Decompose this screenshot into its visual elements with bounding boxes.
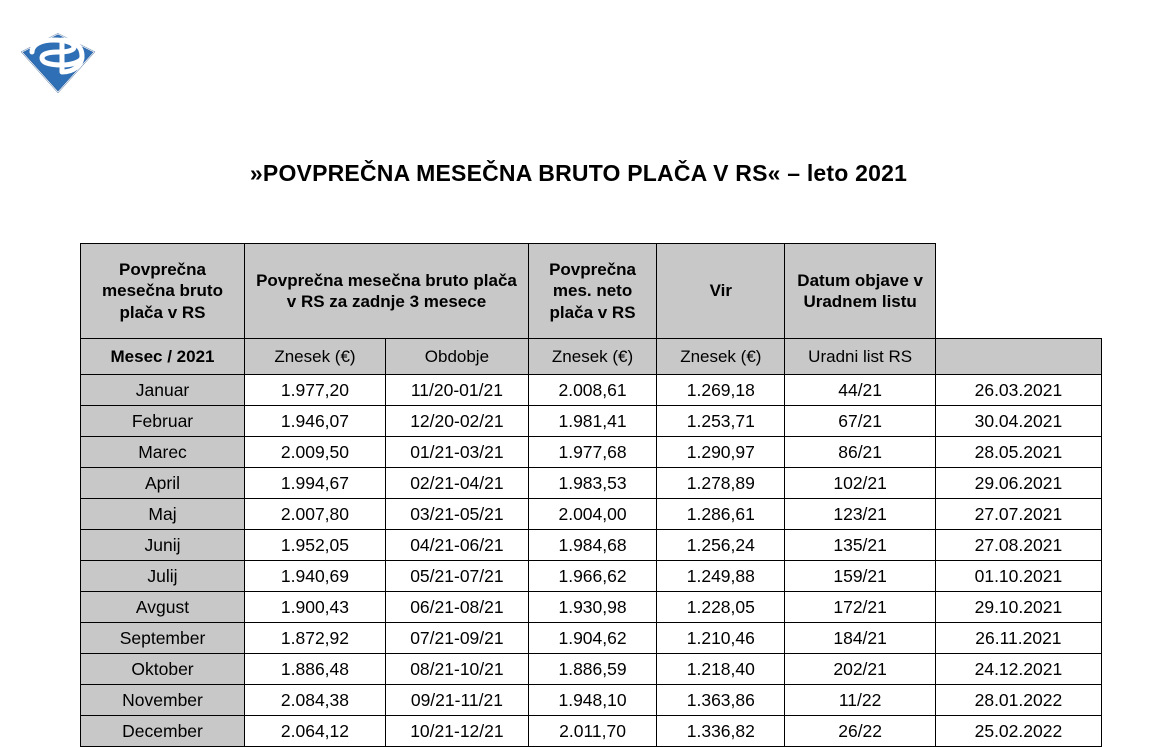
- cell-net: 1.269,18: [657, 375, 785, 406]
- cell-gross3: 1.983,53: [528, 468, 656, 499]
- cell-month: Marec: [81, 437, 245, 468]
- cell-gross: 1.886,48: [245, 654, 386, 685]
- cell-net: 1.286,61: [657, 499, 785, 530]
- cell-net: 1.218,40: [657, 654, 785, 685]
- cell-published: 29.06.2021: [935, 468, 1101, 499]
- sub-header-official-gazette: Uradni list RS: [785, 339, 935, 375]
- table-row: [81, 654, 1102, 685]
- table-row: [81, 437, 1102, 468]
- cell-month: Oktober: [81, 654, 245, 685]
- cell-published: 27.07.2021: [935, 499, 1101, 530]
- cell-source: 102/21: [785, 468, 935, 499]
- cell-net: 1.290,97: [657, 437, 785, 468]
- cell-published: 24.12.2021: [935, 654, 1101, 685]
- cell-month: Februar: [81, 406, 245, 437]
- cell-net: 1.336,82: [657, 716, 785, 747]
- table-row: [81, 468, 1102, 499]
- cell-period: 11/20-01/21: [385, 375, 528, 406]
- group-header-gross-3months: Povprečna mesečna bruto plača v RS za zadnje 3 mesece: [245, 244, 529, 339]
- table-row: [81, 623, 1102, 654]
- salary-table-container: [80, 243, 1102, 747]
- cell-published: 28.05.2021: [935, 437, 1101, 468]
- cell-gross3: 1.966,62: [528, 561, 656, 592]
- cell-period: 06/21-08/21: [385, 592, 528, 623]
- cell-month: April: [81, 468, 245, 499]
- sub-header-period: Obdobje: [385, 339, 528, 375]
- cell-gross: 1.900,43: [245, 592, 386, 623]
- cell-month: Junij: [81, 530, 245, 561]
- table-row: [81, 685, 1102, 716]
- table-row: [81, 716, 1102, 747]
- cell-gross3: 2.008,61: [528, 375, 656, 406]
- page-title: »POVPREČNA MESEČNA BRUTO PLAČA V RS« – leto 2021: [249, 160, 908, 186]
- cell-month: December: [81, 716, 245, 747]
- sd-logo: [18, 32, 98, 94]
- cell-source: 123/21: [785, 499, 935, 530]
- cell-period: 10/21-12/21: [385, 716, 528, 747]
- sub-header-amount-gross: Znesek (€): [245, 339, 386, 375]
- cell-source: 159/21: [785, 561, 935, 592]
- cell-net: 1.249,88: [657, 561, 785, 592]
- cell-gross3: 1.977,68: [528, 437, 656, 468]
- cell-period: 01/21-03/21: [385, 437, 528, 468]
- cell-published: 30.04.2021: [935, 406, 1101, 437]
- cell-gross3: 1.886,59: [528, 654, 656, 685]
- sub-header-month: Mesec / 2021: [81, 339, 245, 375]
- cell-gross: 1.872,92: [245, 623, 386, 654]
- group-header-source: Vir: [657, 244, 785, 339]
- cell-period: 03/21-05/21: [385, 499, 528, 530]
- cell-net: 1.253,71: [657, 406, 785, 437]
- cell-gross3: 1.930,98: [528, 592, 656, 623]
- cell-net: 1.228,05: [657, 592, 785, 623]
- cell-gross: 1.994,67: [245, 468, 386, 499]
- cell-source: 86/21: [785, 437, 935, 468]
- cell-period: 04/21-06/21: [385, 530, 528, 561]
- cell-net: 1.256,24: [657, 530, 785, 561]
- group-header-publication-date: Datum objave v Uradnem listu: [785, 244, 935, 339]
- cell-gross: 2.064,12: [245, 716, 386, 747]
- cell-gross: 1.952,05: [245, 530, 386, 561]
- cell-source: 11/22: [785, 685, 935, 716]
- salary-table: [80, 243, 1102, 747]
- cell-period: 09/21-11/21: [385, 685, 528, 716]
- cell-source: 172/21: [785, 592, 935, 623]
- cell-period: 07/21-09/21: [385, 623, 528, 654]
- table-body: [81, 375, 1102, 747]
- table-group-header-row: [81, 244, 1102, 339]
- table-head: [81, 244, 1102, 375]
- cell-month: Avgust: [81, 592, 245, 623]
- cell-gross3: 1.981,41: [528, 406, 656, 437]
- cell-gross: 1.940,69: [245, 561, 386, 592]
- table-row: [81, 592, 1102, 623]
- sub-header-amount-gross3: Znesek (€): [528, 339, 656, 375]
- cell-gross: 2.009,50: [245, 437, 386, 468]
- group-header-net-rs: Povprečna mes. neto plača v RS: [528, 244, 656, 339]
- cell-month: November: [81, 685, 245, 716]
- cell-month: Januar: [81, 375, 245, 406]
- cell-published: 29.10.2021: [935, 592, 1101, 623]
- cell-source: 184/21: [785, 623, 935, 654]
- cell-period: 12/20-02/21: [385, 406, 528, 437]
- cell-published: 27.08.2021: [935, 530, 1101, 561]
- cell-month: Julij: [81, 561, 245, 592]
- cell-published: 28.01.2022: [935, 685, 1101, 716]
- table-row: [81, 375, 1102, 406]
- cell-gross: 2.007,80: [245, 499, 386, 530]
- cell-gross3: 2.004,00: [528, 499, 656, 530]
- cell-source: 67/21: [785, 406, 935, 437]
- cell-gross3: 1.984,68: [528, 530, 656, 561]
- cell-net: 1.278,89: [657, 468, 785, 499]
- cell-period: 02/21-04/21: [385, 468, 528, 499]
- cell-source: 44/21: [785, 375, 935, 406]
- cell-gross3: 1.948,10: [528, 685, 656, 716]
- cell-gross: 2.084,38: [245, 685, 386, 716]
- cell-published: 26.11.2021: [935, 623, 1101, 654]
- cell-source: 135/21: [785, 530, 935, 561]
- cell-source: 26/22: [785, 716, 935, 747]
- cell-published: 01.10.2021: [935, 561, 1101, 592]
- cell-net: 1.363,86: [657, 685, 785, 716]
- logo-diamond-shape: [22, 34, 94, 92]
- sub-header-empty: [935, 339, 1101, 375]
- table-row: [81, 499, 1102, 530]
- table-row: [81, 561, 1102, 592]
- sub-header-amount-net: Znesek (€): [657, 339, 785, 375]
- cell-published: 25.02.2022: [935, 716, 1101, 747]
- cell-period: 05/21-07/21: [385, 561, 528, 592]
- cell-month: September: [81, 623, 245, 654]
- cell-month: Maj: [81, 499, 245, 530]
- table-row: [81, 530, 1102, 561]
- table-row: [81, 406, 1102, 437]
- table-sub-header-row: [81, 339, 1102, 375]
- cell-gross: 1.946,07: [245, 406, 386, 437]
- cell-gross3: 2.011,70: [528, 716, 656, 747]
- cell-gross: 1.977,20: [245, 375, 386, 406]
- group-header-gross-rs: Povprečna mesečna bruto plača v RS: [81, 244, 245, 339]
- cell-gross3: 1.904,62: [528, 623, 656, 654]
- cell-period: 08/21-10/21: [385, 654, 528, 685]
- cell-net: 1.210,46: [657, 623, 785, 654]
- cell-published: 26.03.2021: [935, 375, 1101, 406]
- cell-source: 202/21: [785, 654, 935, 685]
